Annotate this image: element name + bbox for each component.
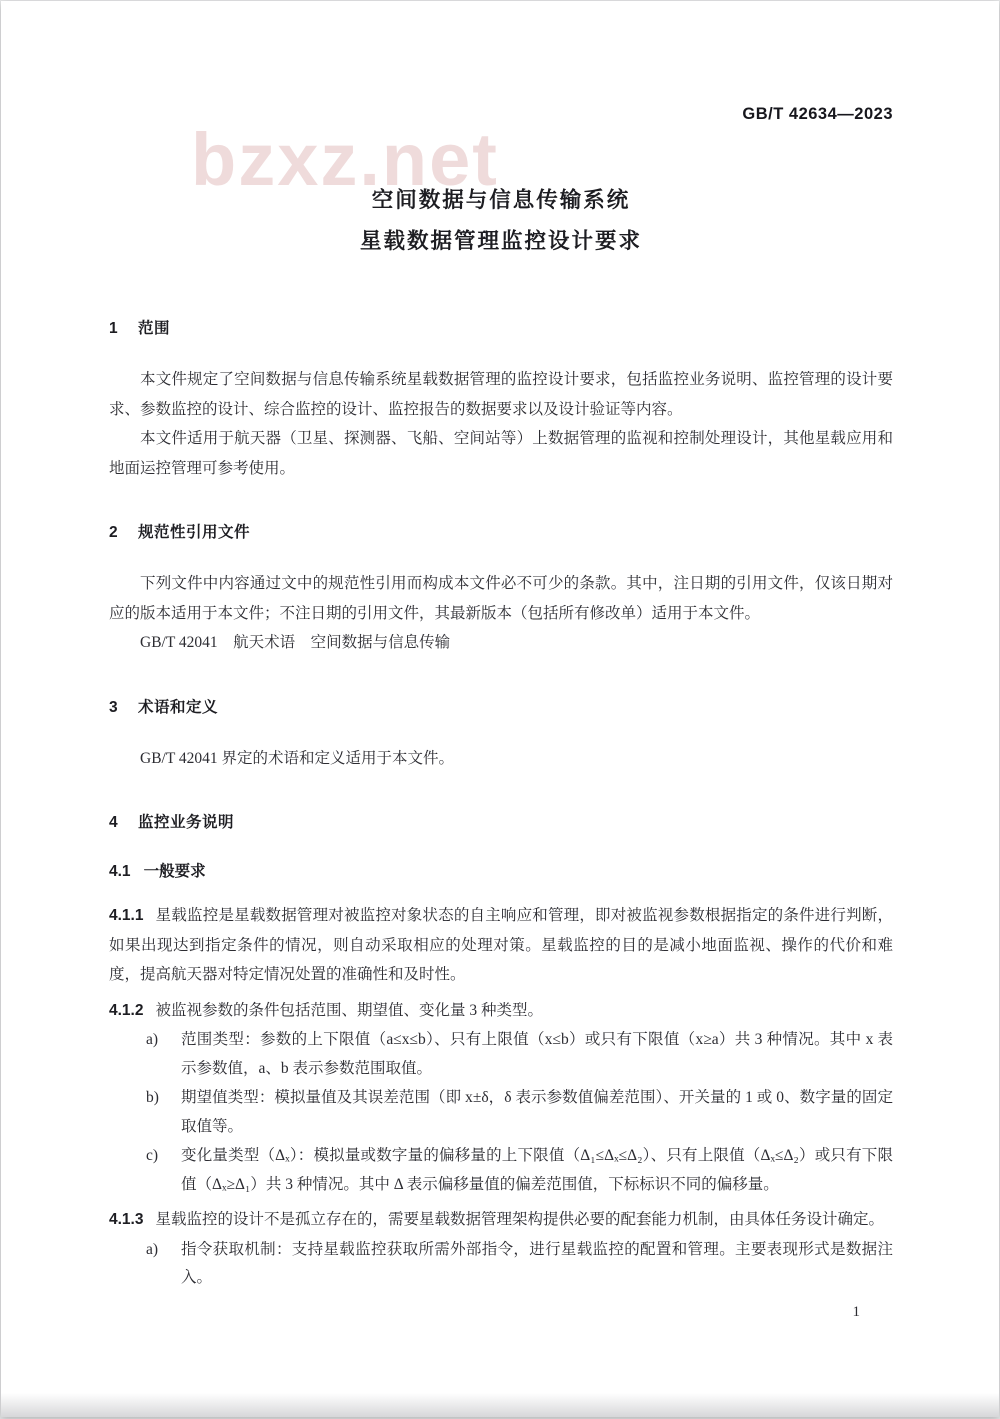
clause-4-1-1-text: 星载监控是星载数据管理对被监控对象状态的自主响应和管理，即对被监视参数根据指定的条件进行判断，如果出现达到指定条件的情况，则自动采取相应的处理对策。星载监控的目的是减小地面监视、操作的代价和难度，提高航天器对特定情况处置的准确性和及时性。 bbox=[109, 907, 893, 983]
section-2-heading bbox=[109, 520, 893, 542]
section-3-number: 3 bbox=[109, 698, 119, 716]
page-content bbox=[1, 1, 999, 1293]
document-title-line2: 星载数据管理监控设计要求 bbox=[359, 229, 642, 253]
list-item-label: b) bbox=[146, 1089, 159, 1106]
watermark-text: bzxz.net bbox=[191, 118, 499, 201]
document-page bbox=[1, 1, 999, 1417]
section-4-1-number: 4.1 bbox=[109, 863, 131, 880]
list-item-4-1-2-a bbox=[109, 1026, 893, 1083]
section-4-number: 4 bbox=[109, 814, 119, 831]
document-title bbox=[109, 180, 893, 262]
section-2-reference: GB/T 42041 航天术语 空间数据与信息传输 bbox=[140, 634, 451, 651]
clause-4-1-3-text: 星载监控的设计不是孤立存在的，需要星载数据管理架构提供必要的配套能力机制，由具体任务设计确定。 bbox=[155, 1211, 884, 1228]
list-item-text: 期望值类型：模拟量值及其误差范围（即 x±δ，δ 表示参数值偏差范围）、开关量的 1 或 0、数字量的固定取值等。 bbox=[181, 1089, 893, 1135]
list-item-text: 变化量类型（Δₓ）：模拟量或数字量的偏移量的上下限值（Δ₁≤Δₓ≤Δ₂）、只有上限值（Δₓ≤Δ₂）或只有下限值（Δₓ≥Δ₁）共 3 种情况。其中 Δ 表示偏移量值的偏差范围值，下标标识不同的偏移量。 bbox=[181, 1147, 893, 1193]
clause-4-1-2-text: 被监视参数的条件包括范围、期望值、变化量 3 种类型。 bbox=[155, 1001, 543, 1019]
section-2-title: 规范性引用文件 bbox=[138, 524, 251, 541]
section-1-paragraph-1: 本文件规定了空间数据与信息传输系统星载数据管理的监控设计要求，包括监控业务说明、监控管理的设计要求、参数监控的设计、综合监控的设计、监控报告的数据要求以及设计验证等内容。 bbox=[109, 371, 893, 418]
clause-4-1-3-number: 4.1.3 bbox=[109, 1211, 144, 1228]
page-number: 1 bbox=[852, 1304, 860, 1320]
list-item-text: 指令获取机制：支持星载监控获取所需外部指令，进行星载监控的配置和管理。主要表现形式是数据注入。 bbox=[181, 1240, 893, 1286]
section-4-1-heading bbox=[109, 859, 893, 881]
clause-4-1-2-number: 4.1.2 bbox=[109, 1001, 144, 1019]
clause-4-1-1 bbox=[109, 901, 893, 990]
section-3-paragraph-1: GB/T 42041 界定的术语和定义适用于本文件。 bbox=[140, 749, 455, 767]
clause-4-1-3 bbox=[109, 1205, 893, 1235]
list-item-4-1-2-c bbox=[109, 1142, 893, 1199]
section-1-title: 范围 bbox=[138, 320, 171, 337]
clause-4-1-1-number: 4.1.1 bbox=[109, 907, 144, 924]
list-item-4-1-3-a bbox=[109, 1236, 893, 1293]
document-title-line1: 空间数据与信息传输系统 bbox=[371, 188, 631, 212]
list-item-label: a) bbox=[146, 1031, 159, 1048]
section-2-paragraph-1: 下列文件中内容通过文中的规范性引用而构成本文件必不可少的条款。其中，注日期的引用文件，仅该日期对应的版本适用于本文件；不注日期的引用文件，其最新版本（包括所有修改单）适用于本文件。 bbox=[109, 575, 893, 622]
list-item-text: 范围类型：参数的上下限值（a≤x≤b）、只有上限值（x≤b）或只有下限值（x≥a）共 3 种情况。其中 x 表示参数值，a、b 表示参数范围取值。 bbox=[181, 1031, 893, 1077]
clause-4-1-2 bbox=[109, 996, 893, 1026]
list-item-label: a) bbox=[146, 1240, 159, 1258]
section-4-heading bbox=[109, 810, 893, 832]
list-item-label: c) bbox=[146, 1147, 159, 1164]
section-1-heading bbox=[109, 316, 893, 338]
scan-shadow bbox=[1, 1393, 999, 1417]
section-1-number: 1 bbox=[109, 320, 119, 337]
list-item-4-1-2-b bbox=[109, 1084, 893, 1141]
section-4-title: 监控业务说明 bbox=[138, 814, 235, 831]
section-1-paragraph-2: 本文件适用于航天器（卫星、探测器、飞船、空间站等）上数据管理的监视和控制处理设计，其他星载应用和地面运控管理可参考使用。 bbox=[109, 430, 893, 477]
standard-number: GB/T 42634—2023 bbox=[742, 105, 893, 123]
section-4-1-title: 一般要求 bbox=[143, 863, 206, 880]
section-2-number: 2 bbox=[109, 524, 119, 541]
section-3-title: 术语和定义 bbox=[138, 698, 219, 716]
section-3-heading bbox=[109, 695, 893, 717]
